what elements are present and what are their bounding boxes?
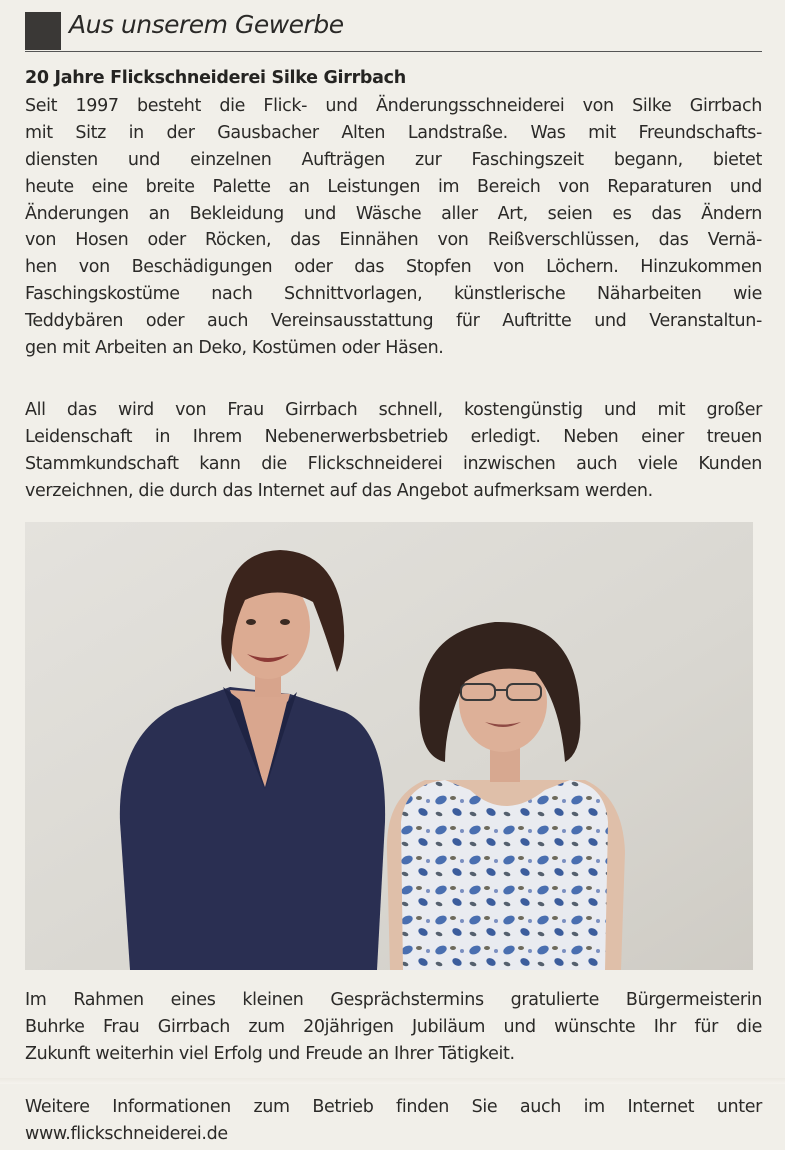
article-footer bbox=[25, 1094, 762, 1148]
text-line: verzeichnen, die durch das Internet auf das Angebot aufmerksam werden. bbox=[25, 480, 653, 501]
text-line: Leidenschaft in Ihrem Nebenerwerbsbetrieb erledigt. Neben einer treuen bbox=[25, 426, 762, 447]
text-line: mit Sitz in der Gausbacher Alten Landstraße. Was mit Freundschafts- bbox=[25, 122, 762, 143]
paper-fold bbox=[0, 1078, 785, 1084]
photo-caption bbox=[25, 987, 762, 1068]
article-paragraph-2 bbox=[25, 397, 762, 505]
section-title: Aus unserem Gewerbe bbox=[69, 10, 344, 39]
text-line: Teddybären oder auch Vereinsausstattung für Auftritte und Veranstaltun- bbox=[25, 311, 762, 332]
text-line: Buhrke Frau Girrbach zum 20jährigen Jubiläum und wünschte Ihr für die bbox=[25, 1016, 762, 1037]
text-line: gen mit Arbeiten an Deko, Kostümen oder Häsen. bbox=[25, 338, 444, 359]
article-paragraph-1 bbox=[25, 93, 762, 362]
text-line: Zukunft weiterhin viel Erfolg und Freude an Ihrer Tätigkeit. bbox=[25, 1043, 515, 1064]
text-line: Änderungen an Bekleidung und Wäsche aller Art, seien es das Ändern bbox=[25, 203, 762, 224]
text-line: Weitere Informationen zum Betrieb finden Sie auch im Internet unter bbox=[25, 1097, 762, 1117]
text-line: heute eine breite Palette an Leistungen im Bereich von Reparaturen und bbox=[25, 176, 762, 197]
text-line: Seit 1997 besteht die Flick- und Änderungsschneiderei von Silke Girrbach bbox=[25, 96, 762, 116]
photo-two-women-illustration bbox=[25, 522, 753, 970]
section-marker-box bbox=[25, 12, 61, 50]
article-title: 20 Jahre Flickschneiderei Silke Girrbach bbox=[25, 68, 406, 88]
text-line: Im Rahmen eines kleinen Gesprächstermins gratulierte Bürgermeisterin bbox=[25, 990, 762, 1010]
text-line: All das wird von Frau Girrbach schnell, kostengünstig und mit großer bbox=[25, 400, 762, 420]
website-url: www.flickschneiderei.de bbox=[25, 1123, 228, 1144]
text-line: Faschingskostüme nach Schnittvorlagen, künstlerische Näharbeiten wie bbox=[25, 284, 762, 305]
article-photo bbox=[25, 522, 753, 970]
text-line: Stammkundschaft kann die Flickschneiderei inzwischen auch viele Kunden bbox=[25, 453, 762, 474]
text-line: von Hosen oder Röcken, das Einnähen von Reißverschlüssen, das Vernä- bbox=[25, 230, 762, 251]
text-line: diensten und einzelnen Aufträgen zur Faschingszeit begann, bietet bbox=[25, 149, 762, 170]
text-line: hen von Beschädigungen oder das Stopfen von Löchern. Hinzukommen bbox=[25, 257, 762, 278]
section-header bbox=[25, 8, 762, 52]
